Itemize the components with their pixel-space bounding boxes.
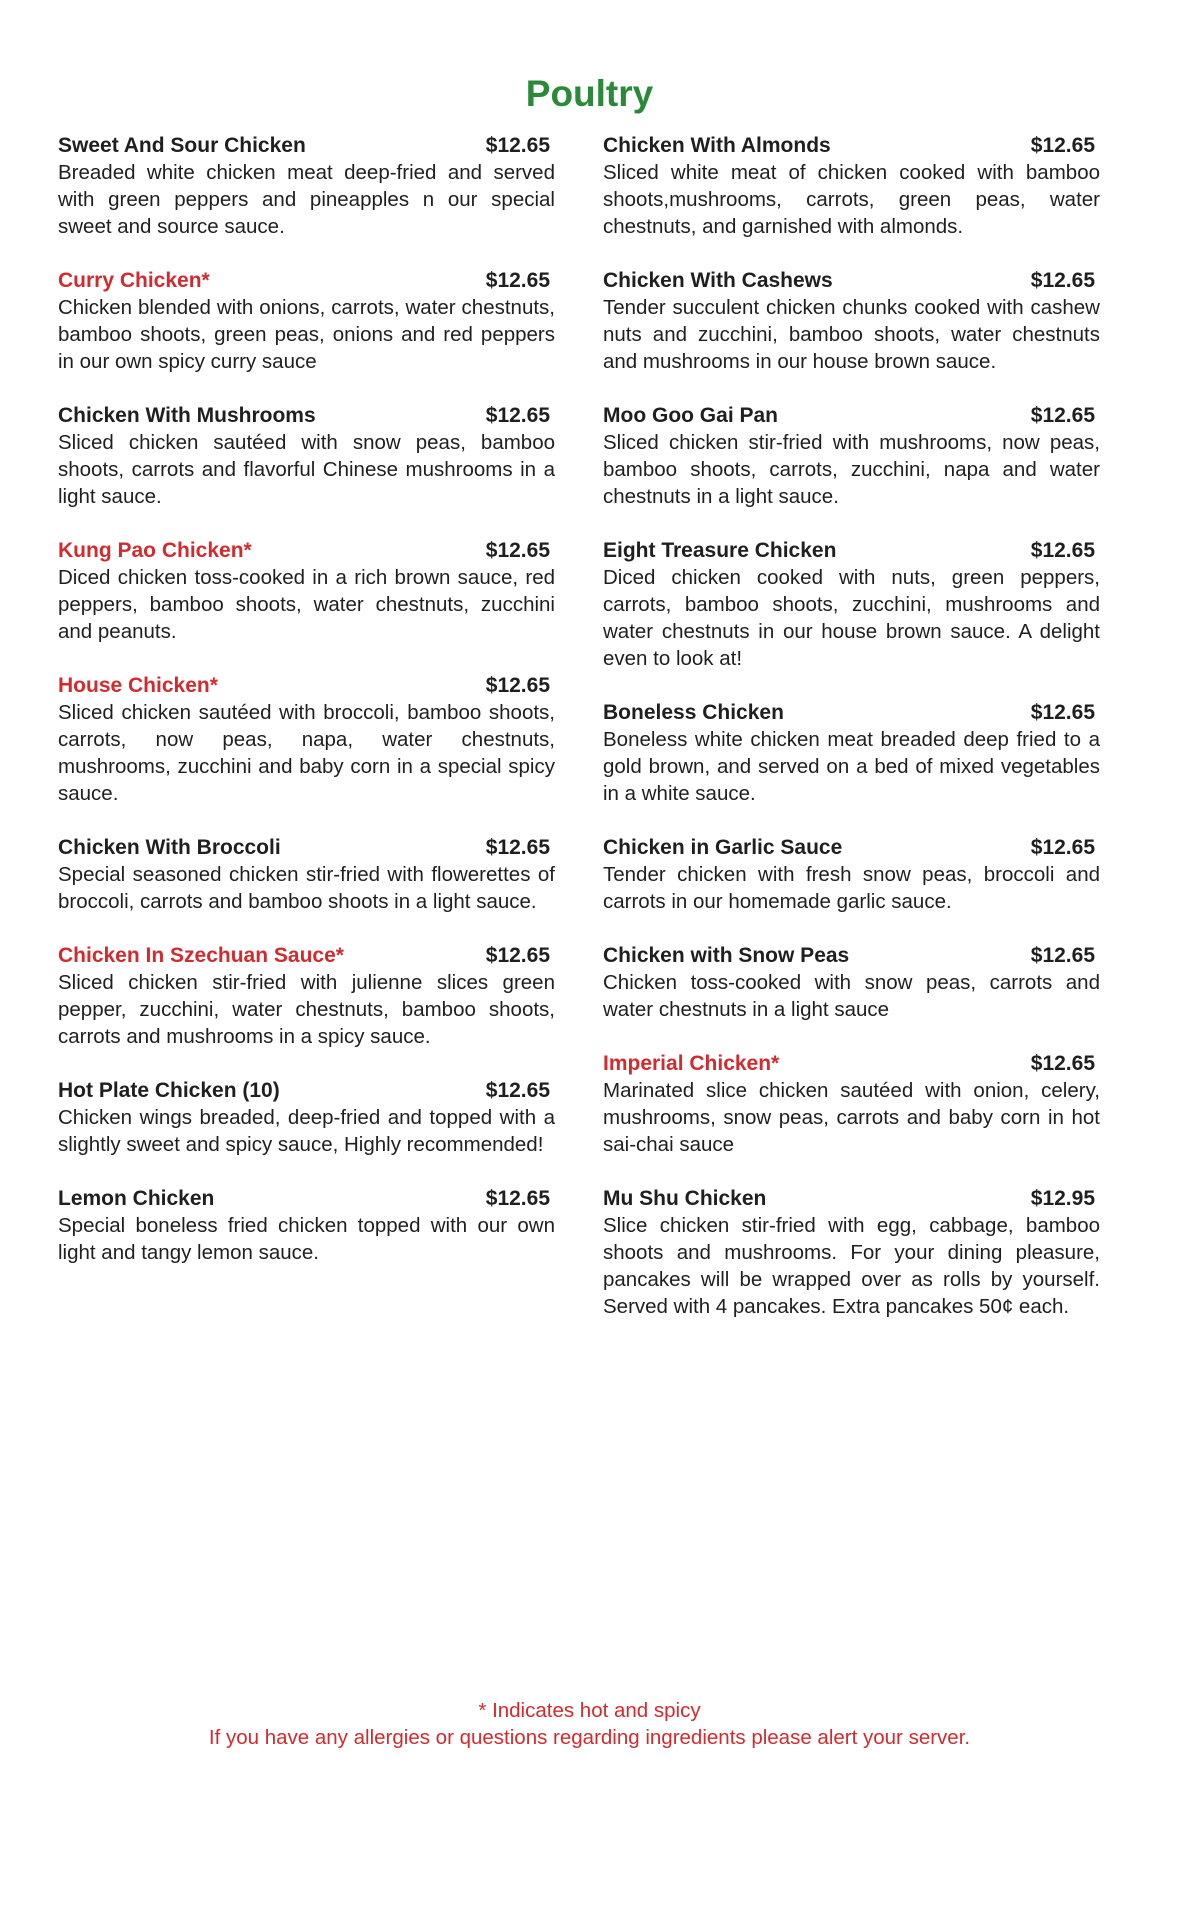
- menu-item-price: $12.65: [485, 539, 550, 562]
- menu-item-name: Boneless Chicken: [603, 701, 784, 724]
- menu-item-header: [58, 132, 555, 159]
- menu-item-price: $12.65: [1030, 944, 1095, 967]
- menu-item-price: $12.65: [485, 404, 550, 427]
- menu-item-header: [603, 132, 1100, 159]
- menu-item: [58, 834, 555, 915]
- menu-item-price: $12.65: [1030, 134, 1095, 157]
- allergy-notice: If you have any allergies or questions regarding ingredients please alert your server.: [208, 1726, 971, 1749]
- menu-item: [603, 267, 1100, 375]
- menu-item: [58, 672, 555, 807]
- menu-item-price: $12.65: [485, 1187, 550, 1210]
- menu-column-left: [58, 132, 555, 1293]
- menu-item: [58, 942, 555, 1050]
- menu-item: [58, 1077, 555, 1158]
- menu-item-description: Tender chicken with fresh snow peas, broccoli and carrots in our homemade garlic sauce.: [603, 863, 1100, 913]
- menu-item-header: [603, 537, 1100, 564]
- menu-item-description: Diced chicken cooked with nuts, green peppers, carrots, bamboo shoots, zucchini, mushrooms and water chestnuts in our house brown sauce. A delight even to look at!: [603, 566, 1100, 670]
- menu-item: [603, 942, 1100, 1023]
- menu-item-name: Curry Chicken*: [58, 269, 210, 292]
- menu-item-price: $12.95: [1030, 1187, 1095, 1210]
- menu-item-header: [603, 942, 1100, 969]
- menu-item: [58, 537, 555, 645]
- menu-item: [603, 537, 1100, 672]
- menu-item: [58, 1185, 555, 1266]
- menu-item-header: [603, 834, 1100, 861]
- menu-item-name: Imperial Chicken*: [603, 1052, 780, 1075]
- menu-item-description: Boneless white chicken meat breaded deep fried to a gold brown, and served on a bed of mixed vegetables in a white sauce.: [603, 728, 1100, 805]
- menu-item: [603, 132, 1100, 240]
- menu-item-name: Chicken with Snow Peas: [603, 944, 850, 967]
- menu-item-price: $12.65: [1030, 1052, 1095, 1075]
- menu-item-header: [58, 672, 555, 699]
- menu-item-name: Kung Pao Chicken*: [58, 539, 252, 562]
- menu-item-description: Marinated slice chicken sautéed with onion, celery, mushrooms, snow peas, carrots and baby corn in hot sai-chai sauce: [603, 1079, 1100, 1156]
- menu-item-description: Special seasoned chicken stir-fried with flowerettes of broccoli, carrots and bamboo shoots in a light sauce.: [58, 863, 555, 913]
- menu-item: [603, 1185, 1100, 1320]
- footer-note: [0, 1697, 1179, 1751]
- menu-item-price: $12.65: [485, 1079, 550, 1102]
- menu-item-description: Sliced chicken stir-fried with mushrooms, now peas, bamboo shoots, carrots, zucchini, napa and water chestnuts in a light sauce.: [603, 431, 1100, 508]
- menu-item-name: Mu Shu Chicken: [603, 1187, 767, 1210]
- menu-item-price: $12.65: [1030, 539, 1095, 562]
- menu-item-header: [58, 834, 555, 861]
- menu-item-header: [603, 267, 1100, 294]
- menu-item-header: [603, 699, 1100, 726]
- menu-item-name: Eight Treasure Chicken: [603, 539, 837, 562]
- menu-item-description: Breaded white chicken meat deep-fried and served with green peppers and pineapples n our special sweet and source sauce.: [58, 161, 555, 238]
- menu-item-price: $12.65: [485, 134, 550, 157]
- menu-item-description: Chicken wings breaded, deep-fried and topped with a slightly sweet and spicy sauce, Highly recommended!: [58, 1106, 555, 1156]
- menu-item-header: [58, 402, 555, 429]
- menu-item-description: Slice chicken stir-fried with egg, cabbage, bamboo shoots and mushrooms. For your dining pleasure, pancakes will be wrapped over as rolls by yourself. Served with 4 pancakes. Extra pancakes 50¢ each.: [603, 1214, 1100, 1318]
- menu-item-name: Moo Goo Gai Pan: [603, 404, 779, 427]
- menu-item-header: [58, 267, 555, 294]
- menu-column-right: [603, 132, 1100, 1347]
- menu-item-description: Sliced chicken sautéed with snow peas, bamboo shoots, carrots and flavorful Chinese mushrooms in a light sauce.: [58, 431, 555, 508]
- menu-item-header: [58, 537, 555, 564]
- menu-item-name: Hot Plate Chicken (10): [58, 1079, 280, 1102]
- menu-item-header: [603, 1050, 1100, 1077]
- spicy-legend: * Indicates hot and spicy: [478, 1699, 701, 1722]
- menu-item: [603, 699, 1100, 807]
- menu-item-description: Sliced white meat of chicken cooked with bamboo shoots,mushrooms, carrots, green peas, water chestnuts, and garnished with almonds.: [603, 161, 1100, 238]
- menu-item-description: Sliced chicken stir-fried with julienne slices green pepper, zucchini, water chestnuts, bamboo shoots, carrots and mushrooms in a spicy sauce.: [58, 971, 555, 1048]
- menu-item-price: $12.65: [1030, 701, 1095, 724]
- page-title: Poultry: [525, 73, 654, 114]
- menu-item: [603, 1050, 1100, 1158]
- menu-item: [58, 402, 555, 510]
- menu-item-header: [603, 402, 1100, 429]
- menu-item-description: Special boneless fried chicken topped with our own light and tangy lemon sauce.: [58, 1214, 555, 1264]
- menu-item: [603, 402, 1100, 510]
- menu-item-description: Tender succulent chicken chunks cooked with cashew nuts and zucchini, bamboo shoots, water chestnuts and mushrooms in our house brown sauce.: [603, 296, 1100, 373]
- menu-item: [603, 834, 1100, 915]
- menu-item-header: [603, 1185, 1100, 1212]
- menu-item-name: Sweet And Sour Chicken: [58, 134, 306, 157]
- menu-item-description: Sliced chicken sautéed with broccoli, bamboo shoots, carrots, now peas, napa, water chestnuts, mushrooms, zucchini and baby corn in a special spicy sauce.: [58, 701, 555, 805]
- menu-item-price: $12.65: [485, 836, 550, 859]
- menu-item-name: Lemon Chicken: [58, 1187, 215, 1210]
- menu-item-name: Chicken With Almonds: [603, 134, 831, 157]
- menu-item-header: [58, 942, 555, 969]
- menu-item-name: Chicken With Mushrooms: [58, 404, 316, 427]
- menu-item-name: House Chicken*: [58, 674, 218, 697]
- menu-item-name: Chicken With Broccoli: [58, 836, 281, 859]
- menu-item-price: $12.65: [1030, 836, 1095, 859]
- menu-item-price: $12.65: [1030, 269, 1095, 292]
- menu-item-price: $12.65: [1030, 404, 1095, 427]
- menu-item-description: Diced chicken toss-cooked in a rich brown sauce, red peppers, bamboo shoots, water chestnuts, zucchini and peanuts.: [58, 566, 555, 643]
- menu-item-header: [58, 1185, 555, 1212]
- menu-item-price: $12.65: [485, 269, 550, 292]
- menu-item-price: $12.65: [485, 944, 550, 967]
- menu-item-description: Chicken blended with onions, carrots, water chestnuts, bamboo shoots, green peas, onions and red peppers in our own spicy curry sauce: [58, 296, 555, 373]
- menu-item-name: Chicken in Garlic Sauce: [603, 836, 843, 859]
- menu-item-description: Chicken toss-cooked with snow peas, carrots and water chestnuts in a light sauce: [603, 971, 1100, 1021]
- menu-item-price: $12.65: [485, 674, 550, 697]
- menu-item-header: [58, 1077, 555, 1104]
- menu-item: [58, 132, 555, 240]
- menu-item: [58, 267, 555, 375]
- menu-item-name: Chicken With Cashews: [603, 269, 833, 292]
- menu-item-name: Chicken In Szechuan Sauce*: [58, 944, 344, 967]
